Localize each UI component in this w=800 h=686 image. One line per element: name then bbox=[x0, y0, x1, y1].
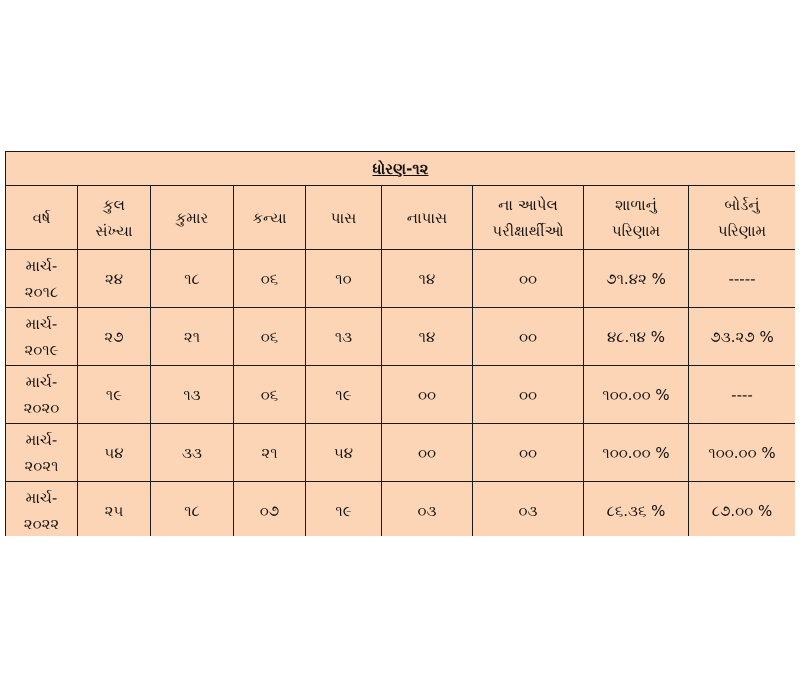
year-cell bbox=[6, 424, 78, 482]
year-number: ૨૦૨૦ bbox=[23, 398, 60, 417]
absent-cell: ૦૦ bbox=[473, 250, 584, 308]
total-cell: ૫૪ bbox=[78, 424, 151, 482]
year-number: ૨૦૨૧ bbox=[24, 456, 59, 475]
year-number: ૨૦૧૮ bbox=[24, 282, 59, 301]
header-year-label: વર્ષ bbox=[32, 208, 51, 227]
boys-cell: ૧૩ bbox=[151, 366, 234, 424]
pass-cell: ૫૪ bbox=[306, 424, 382, 482]
girls-cell: ૦૭ bbox=[234, 482, 306, 537]
table-title-cell bbox=[6, 152, 796, 186]
results-table-container bbox=[5, 151, 795, 536]
header-row bbox=[6, 186, 796, 250]
school-result-cell: ૧૦૦.૦૦ % bbox=[584, 366, 689, 424]
table-row bbox=[6, 250, 796, 308]
fail-cell: ૦૩ bbox=[382, 482, 473, 537]
board-result-cell: ૭૩.૨૭ % bbox=[689, 308, 796, 366]
total-cell: ૨૪ bbox=[78, 250, 151, 308]
header-total bbox=[78, 186, 151, 250]
total-cell: ૧૯ bbox=[78, 366, 151, 424]
header-total-line1: કુલ bbox=[103, 195, 125, 214]
year-cell bbox=[6, 250, 78, 308]
table-row bbox=[6, 482, 796, 537]
absent-cell: ૦૩ bbox=[473, 482, 584, 537]
fail-cell: ૦૦ bbox=[382, 366, 473, 424]
header-girls-label: કન્યા bbox=[252, 208, 287, 227]
total-cell: ૨૫ bbox=[78, 482, 151, 537]
year-number: ૨૦૨૨ bbox=[23, 514, 60, 533]
header-total-line2: સંખ્યા bbox=[95, 221, 133, 240]
boys-cell: ૩૩ bbox=[151, 424, 234, 482]
absent-cell: ૦૦ bbox=[473, 308, 584, 366]
absent-cell: ૦૦ bbox=[473, 366, 584, 424]
school-result-cell: ૧૦૦.૦૦ % bbox=[584, 424, 689, 482]
year-number: ૨૦૧૯ bbox=[24, 340, 59, 359]
table-row bbox=[6, 366, 796, 424]
pass-cell: ૧૯ bbox=[306, 482, 382, 537]
header-board-line2: પરિણામ bbox=[717, 221, 767, 240]
header-absent bbox=[473, 186, 584, 250]
school-result-cell: ૪૮.૧૪ % bbox=[584, 308, 689, 366]
table-title: ધોરણ-૧૨ bbox=[372, 159, 429, 178]
header-school-line1: શાળાનું bbox=[615, 195, 657, 214]
board-result-cell: ----- bbox=[689, 250, 796, 308]
header-absent-line2: પરીક્ષાર્થીઓ bbox=[492, 221, 564, 240]
year-cell bbox=[6, 482, 78, 537]
header-pass bbox=[306, 186, 382, 250]
header-school-line2: પરિણામ bbox=[611, 221, 661, 240]
girls-cell: ૦૬ bbox=[234, 250, 306, 308]
fail-cell: ૧૪ bbox=[382, 250, 473, 308]
header-fail-label: નાપાસ bbox=[406, 208, 448, 227]
total-cell: ૨૭ bbox=[78, 308, 151, 366]
header-board-line1: બોર્ડનું bbox=[724, 195, 760, 214]
absent-cell: ૦૦ bbox=[473, 424, 584, 482]
year-month: માર્ચ- bbox=[25, 488, 58, 507]
year-month: માર્ચ- bbox=[25, 372, 58, 391]
year-month: માર્ચ- bbox=[25, 256, 58, 275]
board-result-cell: ૮૭.૦૦ % bbox=[689, 482, 796, 537]
header-year bbox=[6, 186, 78, 250]
year-cell bbox=[6, 366, 78, 424]
board-result-cell: ---- bbox=[689, 366, 796, 424]
header-boys bbox=[151, 186, 234, 250]
year-month: માર્ચ- bbox=[25, 314, 58, 333]
girls-cell: ૨૧ bbox=[234, 424, 306, 482]
girls-cell: ૦૬ bbox=[234, 366, 306, 424]
header-pass-label: પાસ bbox=[330, 208, 357, 227]
header-school-result bbox=[584, 186, 689, 250]
table-row bbox=[6, 308, 796, 366]
board-result-cell: ૧૦૦.૦૦ % bbox=[689, 424, 796, 482]
header-fail bbox=[382, 186, 473, 250]
year-cell bbox=[6, 308, 78, 366]
boys-cell: ૧૮ bbox=[151, 250, 234, 308]
boys-cell: ૧૮ bbox=[151, 482, 234, 537]
pass-cell: ૧૩ bbox=[306, 308, 382, 366]
pass-cell: ૧૦ bbox=[306, 250, 382, 308]
school-result-cell: ૮૬.૩૬ % bbox=[584, 482, 689, 537]
fail-cell: ૦૦ bbox=[382, 424, 473, 482]
title-row bbox=[6, 152, 796, 186]
header-board-result bbox=[689, 186, 796, 250]
girls-cell: ૦૬ bbox=[234, 308, 306, 366]
header-absent-line1: ના આપેલ bbox=[498, 195, 558, 214]
pass-cell: ૧૯ bbox=[306, 366, 382, 424]
year-month: માર્ચ- bbox=[25, 430, 58, 449]
table-row bbox=[6, 424, 796, 482]
results-table bbox=[5, 151, 795, 536]
header-boys-label: કુમાર bbox=[175, 208, 209, 227]
fail-cell: ૧૪ bbox=[382, 308, 473, 366]
header-girls bbox=[234, 186, 306, 250]
school-result-cell: ૭૧.૪૨ % bbox=[584, 250, 689, 308]
boys-cell: ૨૧ bbox=[151, 308, 234, 366]
